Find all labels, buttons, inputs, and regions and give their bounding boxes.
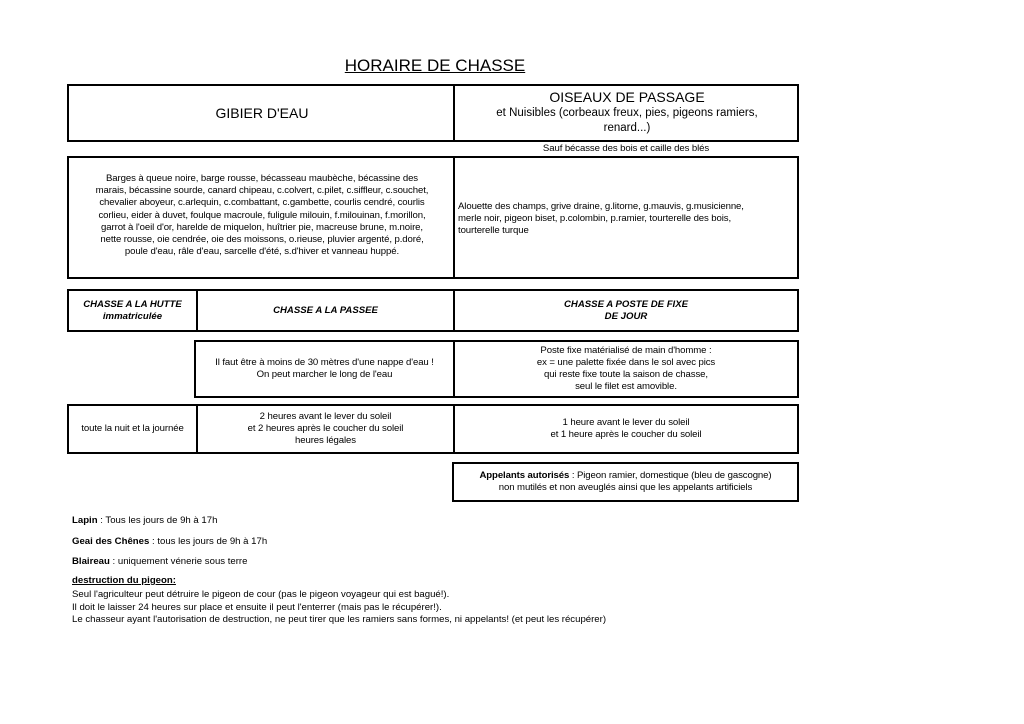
hours-hutte [69,406,196,452]
header-oiseaux-line3: renard...) [603,122,651,134]
rule-poste-line: seul le filet est amovible. [575,381,677,393]
mode-passee [198,291,453,330]
note-blaireau-text: : uniquement vénerie sous terre [109,556,248,567]
destruction-title: destruction du pigeon: [72,575,176,586]
note-lapin-label: Lapin [72,515,98,526]
species-line: Barges à queue noire, barge rousse, bécasseau maubèche, bécassine des [105,173,419,184]
mode-poste-line2: DE JOUR [604,310,648,322]
appelants-box [452,462,799,502]
hours-hutte-text: toute la nuit et la journée [81,422,184,434]
appelants-text1: : Pigeon ramier, domestique (bleu de gascogne) [569,469,772,481]
appelants-line2: non mutilés et non aveuglés ainsi que les appelants artificiels [498,482,753,493]
destruction-line: Le chasseur ayant l'autorisation de destruction, ne peut tirer que les ramiers sans formes, ni appelants! (et peut les récupérer) [72,614,607,626]
note-blaireau-label: Blaireau [72,556,110,567]
header-gibier-deau-text: GIBIER D'EAU [215,105,309,121]
mode-passee-text: CHASSE A LA PASSEE [273,304,378,316]
rule-passee-line: On peut marcher le long de l'eau [256,369,393,380]
rule-passee [196,342,453,396]
appelants-label: Appelants autorisés [479,469,570,481]
rule-poste-line: qui reste fixe toute la saison de chasse, [544,369,708,380]
sauf-note: Sauf bécasse des bois et caille des blés [542,143,710,154]
gibier-deau-species [71,173,453,258]
species-line: chevalier aboyeur, c.arlequin, c.combattant, c.gambette, courlis cendré, courlis [99,197,425,209]
note-geai [72,536,267,549]
hours-table [67,404,799,454]
note-geai-label: Geai des Chênes [72,536,150,547]
mode-hutte [69,291,196,330]
header-gibier-deau [69,86,455,140]
hours-poste-line: 1 heure avant le lever du soleil [562,416,690,428]
mode-poste-line1: CHASSE A POSTE DE FIXE [563,298,689,310]
mode-hutte-line2: immatriculée [102,310,163,322]
rule-poste-line: ex = une palette fixée dans le sol avec pics [536,356,716,368]
note-lapin-text: : Tous les jours de 9h à 17h [97,515,218,526]
species-line: merle noir, pigeon biset, p.colombin, p.ramier, tourterelle des bois, [458,213,732,225]
destruction-line: Seul l'agriculteur peut détruire le pigeon de cour (pas le pigeon voyageur qui est bagué!). [72,589,450,600]
mode-hutte-line1: CHASSE A LA HUTTE [83,298,182,310]
destruction-line: Il doit le laisser 24 heures sur place et ensuite il peut l'enterrer (mais pas le récupérer!). [72,601,442,613]
hours-poste-fixe [455,406,797,452]
rules-table [194,340,799,398]
oiseaux-passage-species [458,201,798,238]
header-table [67,84,799,142]
header-oiseaux-passage [457,89,797,136]
note-geai-text: : tous les jours de 9h à 17h [149,536,268,547]
hours-passee-line: 2 heures avant le lever du soleil [259,410,392,422]
species-line: poule d'eau, râle d'eau, sarcelle d'été, s.d'hiver et vanneau huppé. [124,246,400,258]
modes-table [67,289,799,332]
hours-poste-line: et 1 heure après le coucher du soleil [550,429,702,440]
species-line: Alouette des champs, grive draine, g.litorne, g.mauvis, g.musicienne, [458,201,744,212]
destruction-text [72,589,972,627]
rule-passee-line: Il faut être à moins de 30 mètres d'une nappe d'eau ! [215,356,434,368]
species-line: tourterelle turque [458,225,529,237]
species-line: corlieu, eider à duvet, foulque macroule, fuligule milouin, f.milouinan, f.morillon, [98,209,426,221]
species-table [67,156,799,279]
note-lapin [72,515,217,528]
species-divider [453,158,455,277]
header-oiseaux-line2: et Nuisibles (corbeaux freux, pies, pigeons ramiers, [496,107,758,119]
header-oiseaux-title: OISEAUX DE PASSAGE [549,89,705,105]
species-line: garrot à l'oeil d'or, harelde de miquelon, huîtrier pie, macreuse brune, m.noire, [101,221,423,233]
species-line: marais, bécassine sourde, canard chipeau, c.colvert, c.pilet, c.siffleur, c.souchet, [95,185,429,197]
appelants-line1 [479,470,771,482]
mode-poste-fixe [455,291,797,330]
rule-poste-fixe [455,342,797,396]
rule-poste-line: Poste fixe matérialisé de main d'homme : [540,344,712,356]
hours-passee [198,406,453,452]
species-line: nette rousse, oie cendrée, oie des moissons, o.rieuse, pluvier argenté, p.doré, [100,234,424,246]
header-divider [453,86,455,140]
hours-passee-line: et 2 heures après le coucher du soleil [247,422,404,434]
note-blaireau [72,556,247,569]
page-title: HORAIRE DE CHASSE [344,56,526,75]
hours-passee-line: heures légales [294,435,356,447]
